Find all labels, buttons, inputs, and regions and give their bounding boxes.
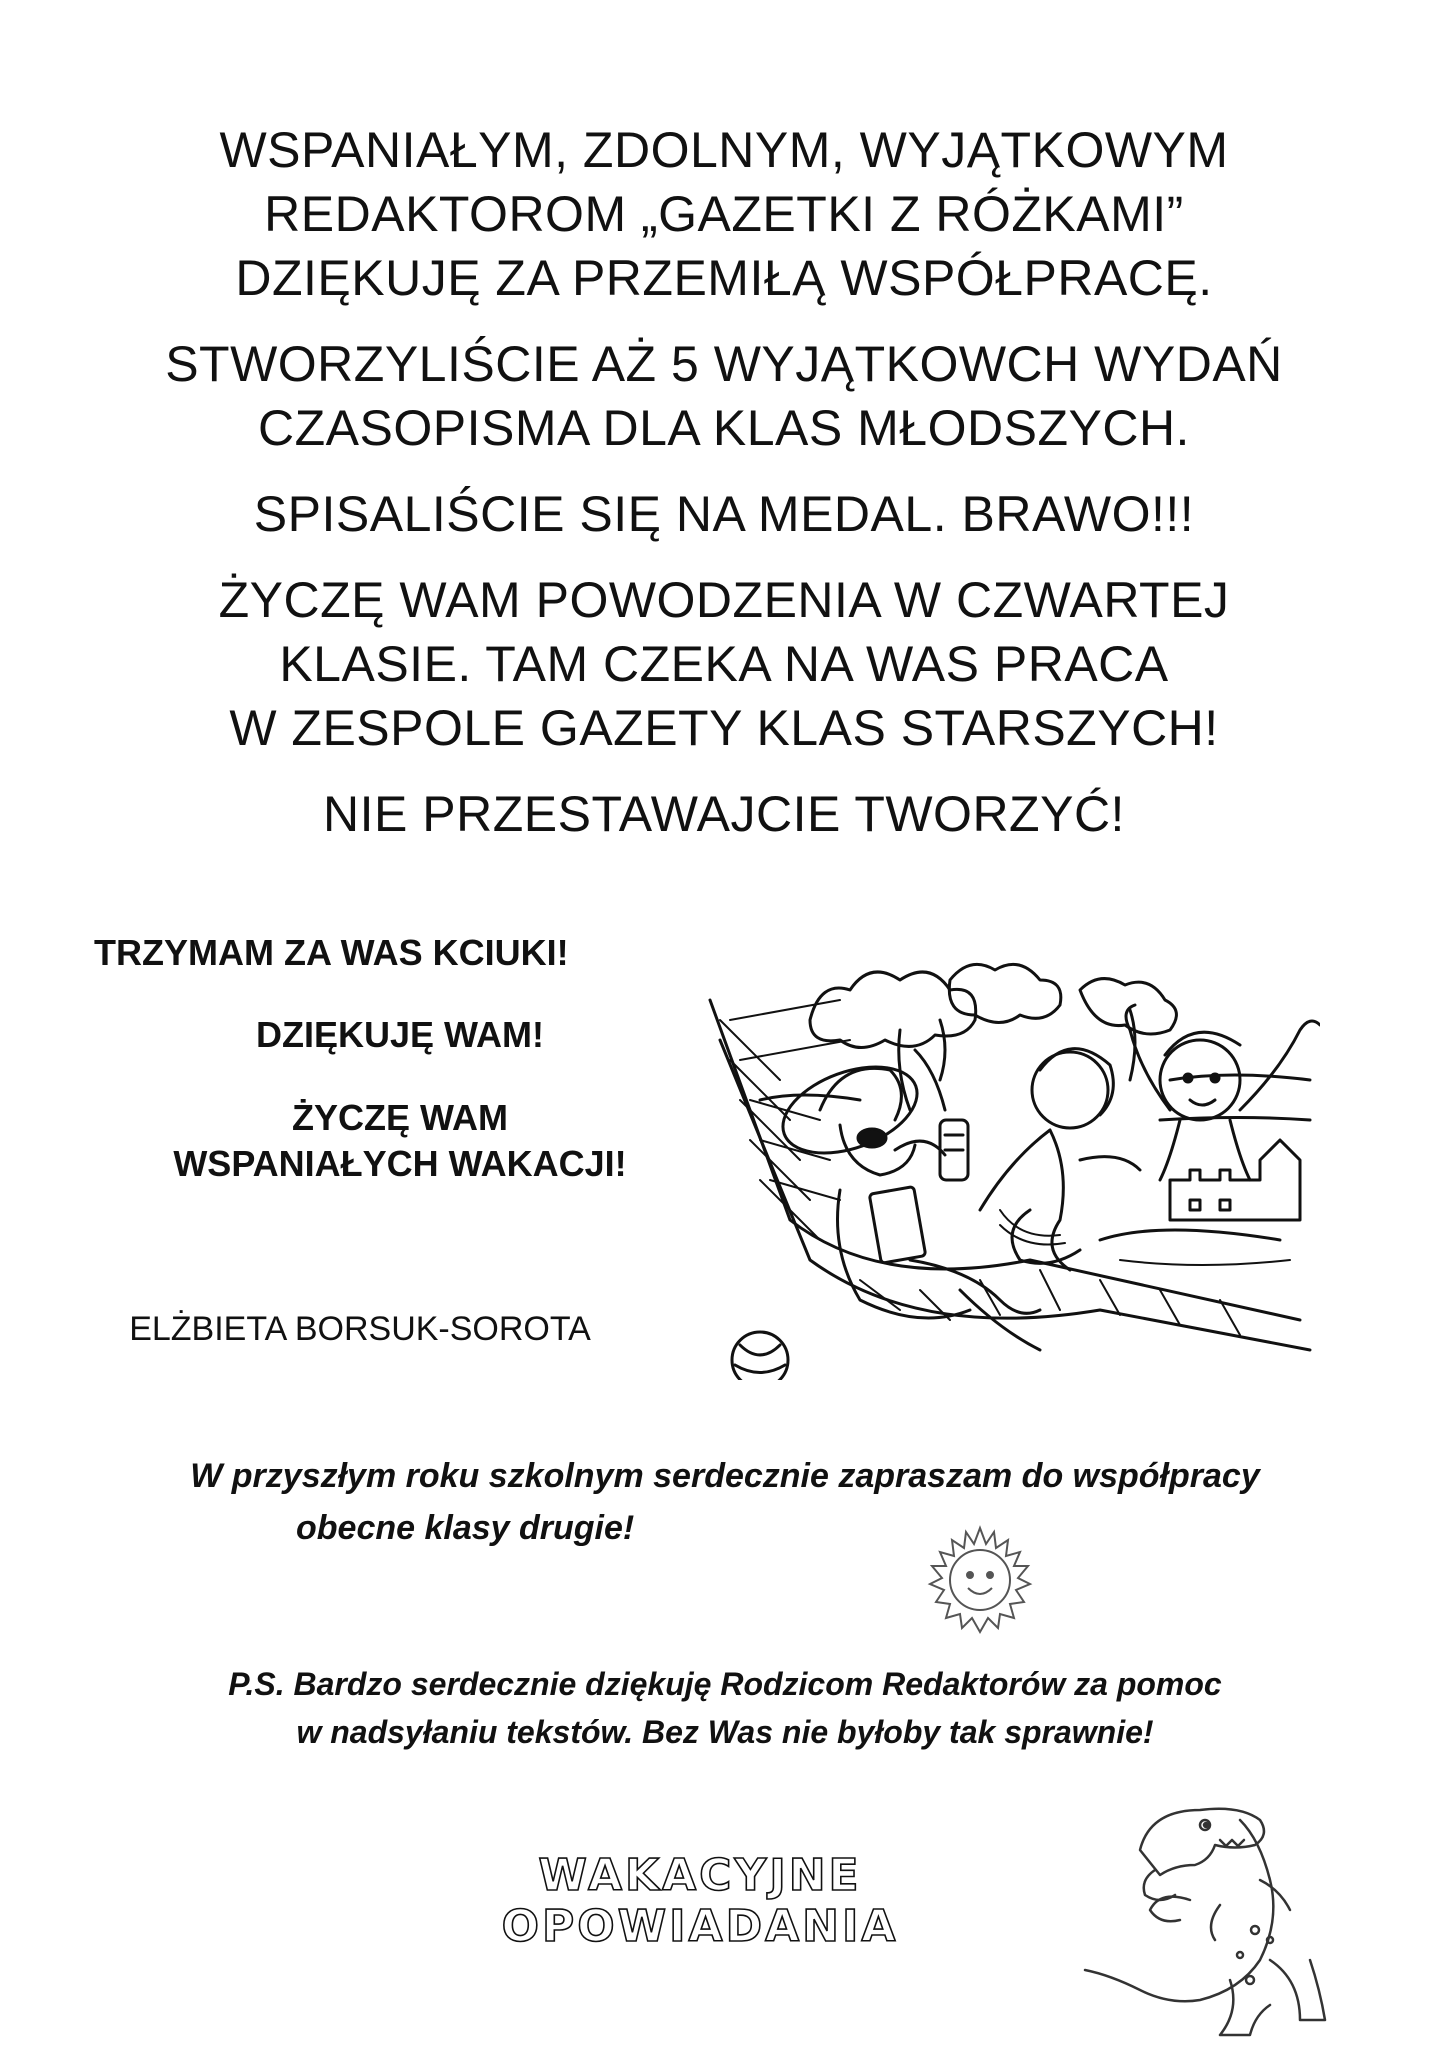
text-line: CZASOPISMA DLA KLAS MŁODSZYCH. [258,400,1190,456]
text-line: W przyszłym roku szkolnym serdecznie zapraszam do współpracy [190,1457,1260,1495]
text-line: w nadsyłaniu tekstów. Bez Was nie byłoby tak sprawnie! [296,1714,1154,1750]
text-line: KLASIE. TAM CZEKA NA WAS PRACA [279,636,1169,692]
text-line: NIE PRZESTAWAJCIE TWORZYĆ! [323,786,1125,842]
wish-holidays [80,1095,720,1187]
paragraph-keep-creating [0,782,1448,846]
text-line: obecne klasy drugie! [296,1509,635,1547]
text-line: P.S. Bardzo serdecznie dziękuję Rodzicom Redaktorów za pomoc [228,1666,1222,1702]
paragraph-good-luck [0,568,1448,760]
text-line: STWORZYLIŚCIE AŻ 5 WYJĄTKOWCH WYDAŃ [165,336,1283,392]
text-line: WSPANIAŁYCH WAKACJI! [173,1143,627,1184]
smiling-sun-icon [920,1520,1040,1640]
footer-title: WAKACYJNE OPOWIADANIA [501,1850,899,1952]
dinosaur-icon [1080,1780,1380,2048]
invite-text [80,1450,1370,1554]
text-line: WSPANIAŁYM, ZDOLNYM, WYJĄTKOWYM [219,122,1229,178]
wish-fingers-crossed: TRZYMAM ZA WAS KCIUKI! [94,932,569,973]
paragraph-thanks [0,118,1448,310]
author-signature: ELŻBIETA BORSUK-SOROTA [129,1310,591,1348]
paragraph-editions [0,332,1448,460]
wish-thanks: DZIĘKUJĘ WAM! [256,1014,544,1055]
text-line: DZIĘKUJĘ ZA PRZEMIŁĄ WSPÓŁPRACĘ. [235,250,1213,306]
text-line: ŻYCZĘ WAM POWODZENIA W CZWARTEJ [218,572,1230,628]
text-line: SPISALIŚCIE SIĘ NA MEDAL. BRAWO!!! [253,486,1195,542]
letter-body [0,118,1448,846]
text-line: W ZESPOLE GAZETY KLAS STARSZYCH! [229,700,1219,756]
postscript [60,1660,1390,1756]
text-line: ŻYCZĘ WAM [292,1097,508,1138]
paragraph-medal [0,482,1448,546]
hammock-beach-illustration [700,960,1320,1380]
text-line: REDAKTOROM „GAZETKI Z RÓŻKAMI” [264,186,1184,242]
